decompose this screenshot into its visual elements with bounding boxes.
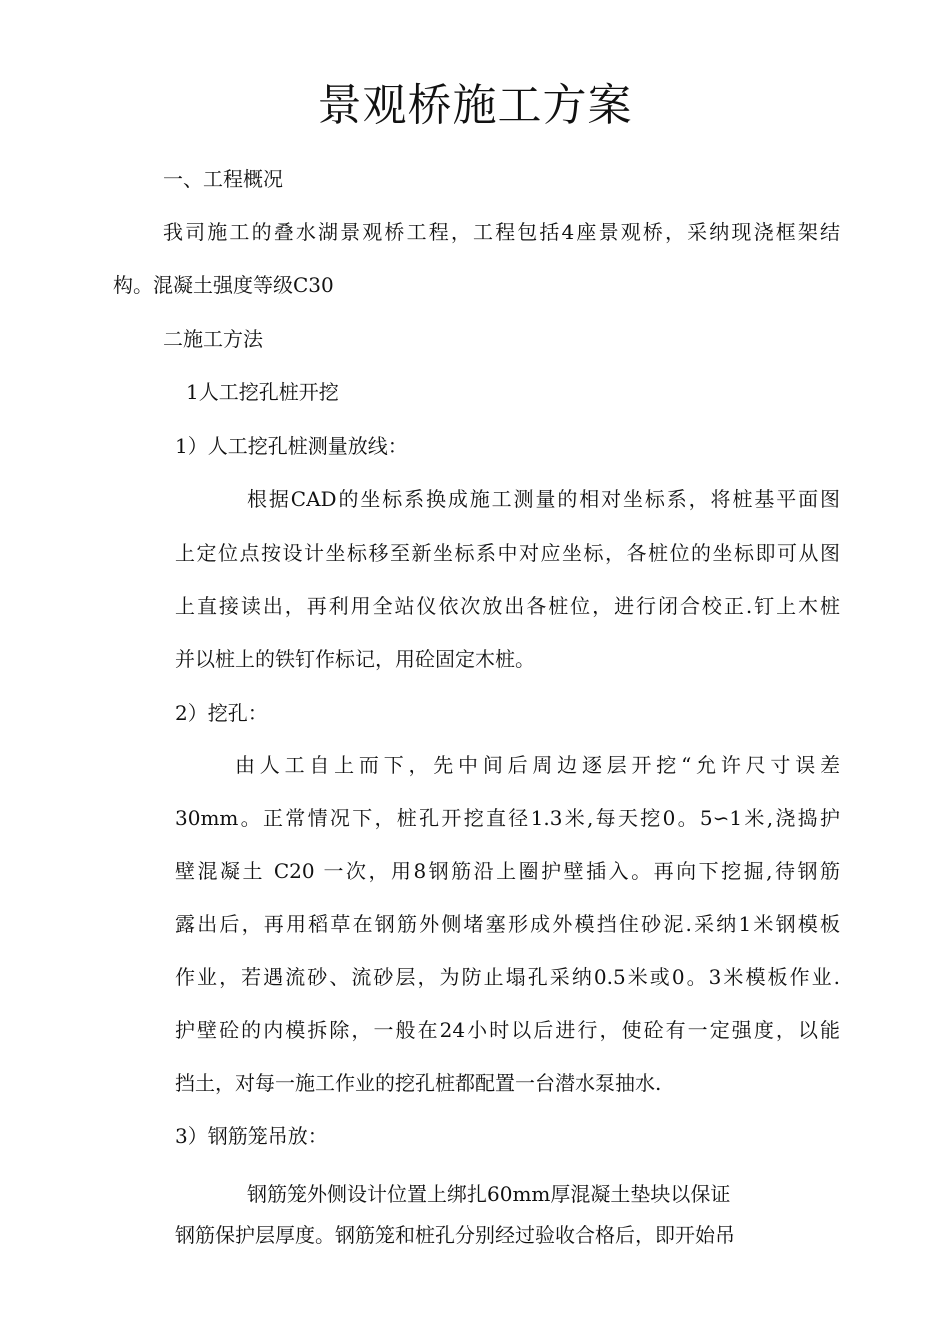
digging-line-1: 由人工自上而下，先中间后周边逐层开挖“允许尺寸误差 (235, 753, 840, 777)
section-heading-overview: 一、工程概况 (163, 167, 283, 191)
subsection-heading-pile-excavation: 1人工挖孔桩开挖 (186, 380, 339, 404)
item-heading-survey: 1）人工挖孔桩测量放线： (175, 434, 408, 458)
survey-line-2: 上定位点按设计坐标移至新坐标系中对应坐标，各桩位的坐标即可从图 (175, 541, 840, 565)
digging-line-3: 壁混凝土 C20 一次，用8钢筋沿上圈护壁插入。再向下挖掘,待钢筋 (175, 859, 840, 883)
section-heading-methods: 二施工方法 (163, 327, 263, 351)
digging-line-2: 30mm。正常情况下，桩孔开挖直径1.3米,每天挖0。5∽1米,浇捣护 (175, 806, 840, 830)
survey-line-1: 根据CAD的坐标系换成施工测量的相对坐标系，将桩基平面图 (247, 487, 840, 511)
document-title: 景观桥施工方案 (317, 80, 633, 131)
item-heading-cage: 3）钢筋笼吊放： (175, 1124, 328, 1148)
cage-line-1: 钢筋笼外侧设计位置上绑扎60mm厚混凝土垫块以保证 (247, 1182, 731, 1206)
cage-line-2: 钢筋保护层厚度。钢筋笼和桩孔分别经过验收合格后，即开始吊 (175, 1223, 735, 1247)
overview-paragraph-line-2: 构。混凝土强度等级C30 (113, 273, 334, 297)
overview-paragraph-line-1: 我司施工的叠水湖景观桥工程，工程包括4座景观桥，采纳现浇框架结 (163, 220, 840, 244)
digging-line-4: 露出后，再用稻草在钢筋外侧堵塞形成外模挡住砂泥.采纳1米钢模板 (175, 912, 840, 936)
survey-line-3: 上直接读出，再利用全站仪依次放出各桩位，进行闭合校正.钉上木桩 (175, 594, 840, 618)
item-heading-digging: 2）挖孔： (175, 701, 268, 725)
digging-line-7: 挡土，对每一施工作业的挖孔桩都配置一台潜水泵抽水. (175, 1071, 662, 1095)
digging-line-5: 作业，若遇流砂、流砂层，为防止塌孔采纳0.5米或0。3米模板作业. (175, 965, 840, 989)
survey-line-4: 并以桩上的铁钉作标记，用砼固定木桩。 (175, 647, 535, 671)
digging-line-6: 护壁砼的内模拆除，一般在24小时以后进行，使砼有一定强度，以能 (175, 1018, 840, 1042)
